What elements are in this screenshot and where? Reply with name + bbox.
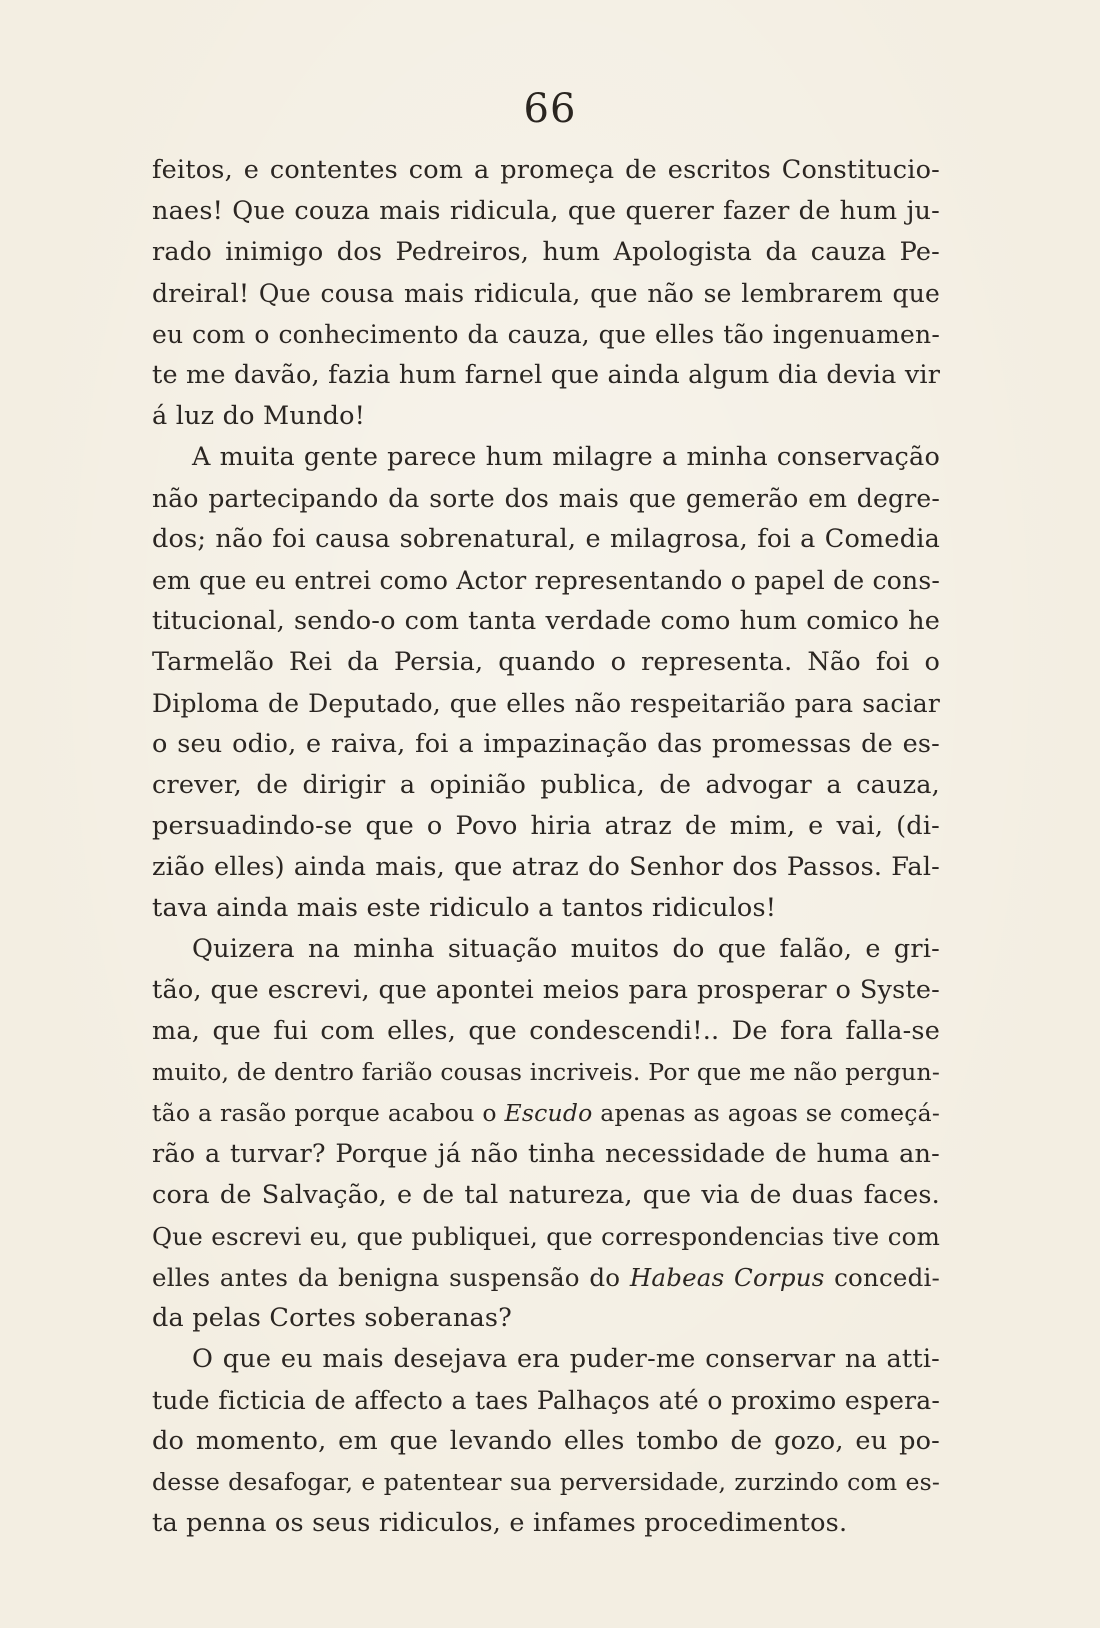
text-line: naes! Que couza mais ridicula, que querer fazer de hum ju- bbox=[152, 196, 940, 226]
text-line: Diploma de Deputado, que elles não respeitarião para saciar bbox=[152, 689, 940, 718]
text-line: muito, de dentro farião cousas incriveis. Por que me não pergun- bbox=[152, 1058, 940, 1086]
text-line: tão a rasão porque acabou o Escudo apenas as agoas se começá- bbox=[152, 1099, 940, 1127]
text-line: feitos, e contentes com a promeça de escritos Constitucio- bbox=[152, 155, 940, 185]
text-line: persuadindo-se que o Povo hiria atraz de mim, e vai, (di- bbox=[152, 811, 940, 841]
text-line: dos; não foi causa sobrenatural, e milagrosa, foi a Comedia bbox=[152, 524, 940, 554]
text-line: elles antes da benigna suspensão do Habeas Corpus concedi- bbox=[152, 1263, 941, 1292]
text-line: A muita gente parece hum milagre a minha conservação bbox=[192, 442, 940, 472]
text-line: te me davão, fazia hum farnel que ainda algum dia devia vir bbox=[152, 360, 941, 390]
text-line: tava ainda mais este ridiculo a tantos ridiculos! bbox=[152, 893, 777, 923]
text-line: crever, de dirigir a opinião publica, de advogar a cauza, bbox=[152, 770, 940, 800]
text-line: do momento, em que levando elles tombo de gozo, eu po- bbox=[152, 1426, 940, 1456]
text-line: titucional, sendo-o com tanta verdade como hum comico he bbox=[152, 606, 940, 636]
text-line: á luz do Mundo! bbox=[152, 401, 366, 431]
text-line: ma, que fui com elles, que condescendi!.. De fora falla-se bbox=[152, 1016, 940, 1046]
text-line: Que escrevi eu, que publiquei, que correspondencias tive com bbox=[152, 1222, 940, 1251]
italic-title: Habeas Corpus bbox=[629, 1263, 825, 1292]
italic-title: Escudo bbox=[504, 1099, 593, 1127]
text-line: dreiral! Que cousa mais ridicula, que não se lembrarem que bbox=[152, 279, 940, 308]
text-line: tão, que escrevi, que apontei meios para prosperar o Syste- bbox=[152, 975, 940, 1005]
text-line: ta penna os seus ridiculos, e infames procedimentos. bbox=[152, 1508, 848, 1538]
text-line: o seu odio, e raiva, foi a impazinação das promessas de es- bbox=[152, 729, 940, 759]
text-line: da pelas Cortes soberanas? bbox=[152, 1303, 513, 1333]
text-line: rado inimigo dos Pedreiros, hum Apologista da cauza Pe- bbox=[152, 237, 940, 267]
text-line: tude ficticia de affecto a taes Palhaços até o proximo espera- bbox=[152, 1386, 940, 1415]
text-line: desse desafogar, e patentear sua perversidade, zurzindo com es- bbox=[152, 1468, 940, 1496]
text-line: Tarmelão Rei da Persia, quando o representa. Não foi o bbox=[152, 647, 940, 677]
text-line: em que eu entrei como Actor representando o papel de cons- bbox=[152, 566, 940, 595]
text-line: Quizera na minha situação muitos do que falão, e gri- bbox=[192, 934, 940, 964]
page-number: 66 bbox=[523, 86, 577, 132]
text-line: eu com o conhecimento da cauza, que elles tão ingenuamen- bbox=[152, 320, 940, 349]
body-text bbox=[152, 150, 940, 1544]
text-line: cora de Salvação, e de tal natureza, que via de duas faces. bbox=[152, 1180, 940, 1210]
text-line: rão a turvar? Porque já não tinha necessidade de huma an- bbox=[152, 1139, 940, 1169]
text-line: zião elles) ainda mais, que atraz do Senhor dos Passos. Fal- bbox=[152, 852, 940, 882]
text-line: não partecipando da sorte dos mais que gemerão em degre- bbox=[152, 484, 940, 513]
text-line: O que eu mais desejava era puder-me conservar na atti- bbox=[192, 1344, 940, 1374]
